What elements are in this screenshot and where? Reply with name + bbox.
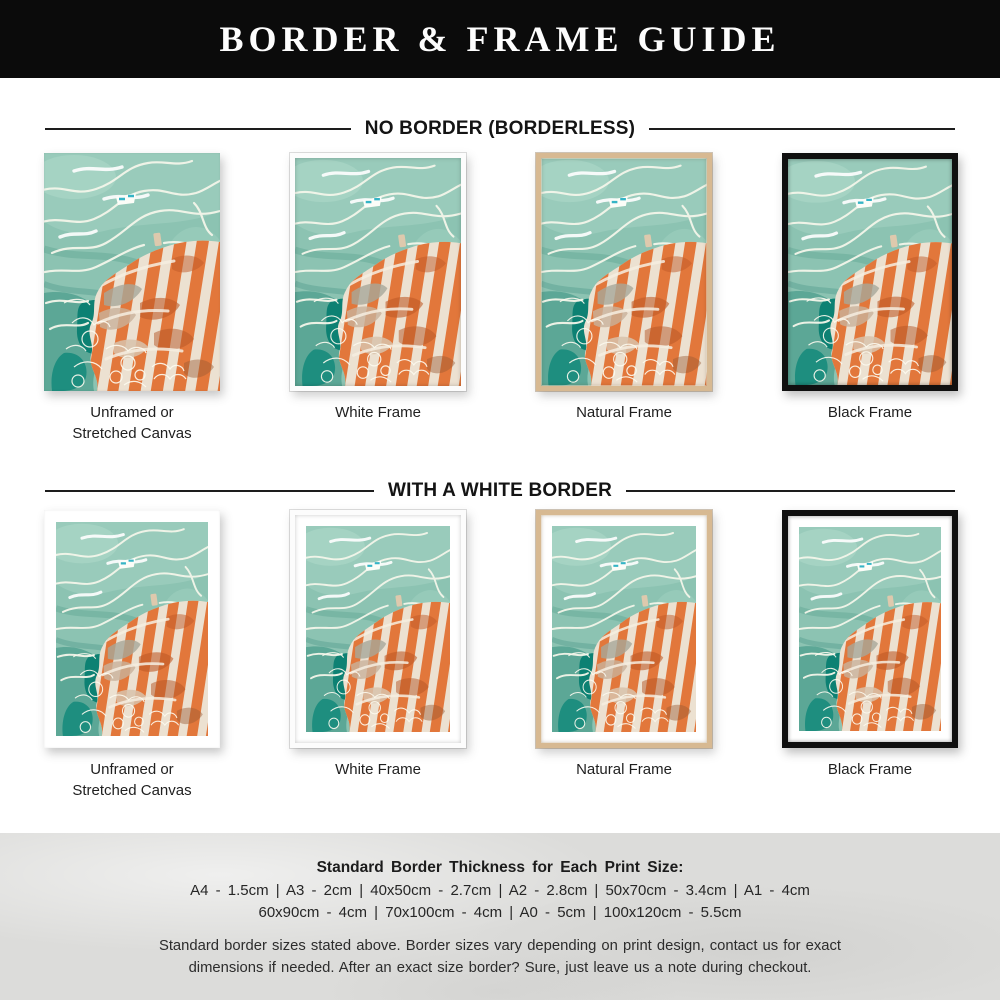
artwork-image bbox=[788, 159, 952, 385]
border-thickness-line2: 60x90cm - 4cm | 70x100cm - 4cm | A0 - 5cm | 100x120cm - 5.5cm bbox=[258, 904, 742, 921]
header-bar bbox=[0, 0, 1000, 78]
frame-example-black-borderless bbox=[782, 153, 958, 444]
artwork-image bbox=[44, 153, 220, 391]
frame-label bbox=[576, 402, 672, 423]
natural-frame-with-border bbox=[536, 510, 712, 748]
section-title: NO BORDER (BORDERLESS) bbox=[364, 118, 636, 139]
artwork-image bbox=[799, 527, 941, 731]
heading-rule-right bbox=[626, 490, 955, 493]
heading-rule-left bbox=[45, 490, 374, 493]
border-thickness-title: Standard Border Thickness for Each Print Size: bbox=[316, 859, 684, 876]
artwork-image bbox=[541, 158, 707, 386]
frame-example-white-borderless bbox=[290, 153, 466, 444]
frame-label-line1: Unframed or bbox=[90, 761, 174, 778]
frame-example-white-bordered bbox=[290, 510, 466, 801]
frame-label-line1: Black Frame bbox=[827, 761, 913, 778]
frame-label-line1: Natural Frame bbox=[576, 404, 672, 421]
frame-label-line2: Stretched Canvas bbox=[72, 425, 192, 442]
frame-label-line1: White Frame bbox=[335, 761, 421, 778]
section-heading-no-border bbox=[45, 118, 955, 140]
heading-rule-left bbox=[45, 128, 351, 131]
border-note-line1: Standard border sizes stated above. Border sizes vary depending on print design, contact us for exact bbox=[158, 938, 842, 954]
frame-label bbox=[576, 759, 672, 780]
frame-example-unframed-bordered bbox=[44, 510, 220, 801]
frame-label-line1: Unframed or bbox=[90, 404, 174, 421]
frame-example-black-bordered bbox=[782, 510, 958, 801]
black-frame bbox=[782, 153, 958, 391]
unframed-print bbox=[44, 153, 220, 391]
frame-label bbox=[828, 759, 912, 780]
section-title: WITH A WHITE BORDER bbox=[387, 480, 613, 501]
artwork-image bbox=[306, 526, 450, 732]
frame-example-natural-borderless bbox=[536, 153, 712, 444]
frame-label bbox=[335, 759, 421, 780]
frame-example-unframed-borderless bbox=[44, 153, 220, 444]
artwork-image bbox=[295, 158, 461, 386]
artwork-image bbox=[56, 522, 208, 736]
frame-label-line1: Natural Frame bbox=[576, 761, 672, 778]
black-frame-with-border bbox=[782, 510, 958, 748]
artwork-image bbox=[552, 526, 696, 732]
frame-label bbox=[828, 402, 912, 423]
border-note bbox=[0, 936, 1000, 978]
footer-info-panel bbox=[0, 833, 1000, 1000]
natural-frame bbox=[536, 153, 712, 391]
border-note-line2: dimensions if needed. After an exact size border? Sure, just leave us a note during checkout. bbox=[188, 960, 812, 976]
white-frame-with-border bbox=[290, 510, 466, 748]
frame-label bbox=[72, 759, 191, 801]
frame-example-natural-bordered bbox=[536, 510, 712, 801]
frame-label bbox=[72, 402, 191, 444]
frame-label bbox=[335, 402, 421, 423]
section-heading-white-border bbox=[45, 480, 955, 502]
unframed-print-with-border bbox=[44, 510, 220, 748]
border-thickness-line1: A4 - 1.5cm | A3 - 2cm | 40x50cm - 2.7cm | A2 - 2.8cm | 50x70cm - 3.4cm | A1 - 4cm bbox=[190, 882, 810, 899]
page-title: BORDER & FRAME GUIDE bbox=[219, 19, 781, 59]
frames-row-white-border bbox=[44, 510, 958, 801]
frame-label-line1: Black Frame bbox=[827, 404, 913, 421]
frames-row-borderless bbox=[44, 153, 958, 444]
frame-label-line1: White Frame bbox=[335, 404, 421, 421]
frame-label-line2: Stretched Canvas bbox=[72, 782, 192, 799]
heading-rule-right bbox=[649, 128, 955, 131]
white-frame bbox=[290, 153, 466, 391]
